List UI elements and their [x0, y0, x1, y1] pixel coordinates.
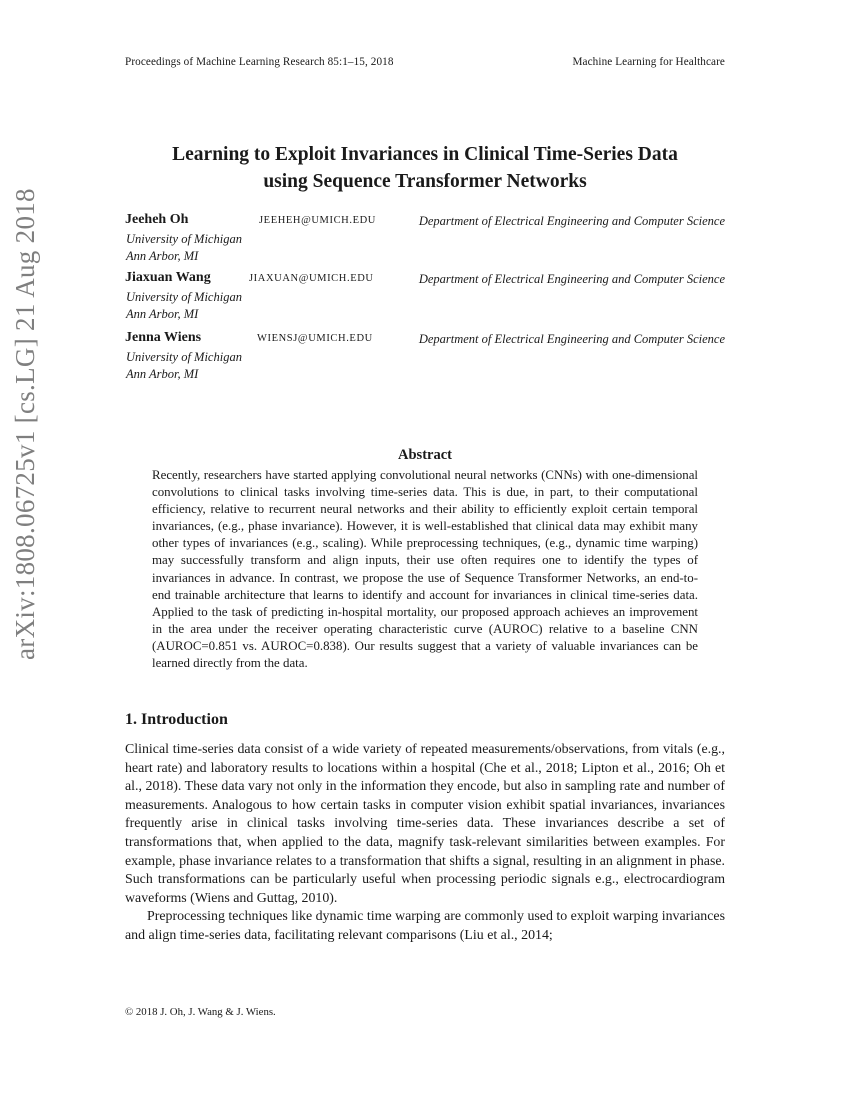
- intro-paragraph-1: Clinical time-series data consist of a wide variety of repeated measurements/observations, from vitals (e.g., heart rate) and laboratory results to locations within a hospital (Che et al., 2018; Lipton et al., 2016; Oh et al., 2018). These data vary not only in the information they encode, but also in sampling rate and number of measurements. Analogous to how certain tasks in computer vision exhibit spatial invariances, invariances frequently arise in clinical tasks involving time-series data. These invariances describe a set of transformations that, when applied to the data, magnify task-relevant similarities between examples. For example, phase invariance relates to a transformation that shifts a signal, resulting in an alignment in phase. Such transformations can be particularly useful when processing periodic signals e.g., electrocardiogram waveforms (Wiens and Guttag, 2010).: [125, 742, 725, 906]
- abstract-heading: Abstract: [398, 447, 452, 463]
- introduction-body: [125, 741, 725, 946]
- author-3-city: Ann Arbor, MI: [126, 367, 199, 381]
- author-2-email[interactable]: JIAXUAN@UMICH.EDU: [249, 273, 374, 284]
- copyright-footer: © 2018 J. Oh, J. Wang & J. Wiens.: [125, 1006, 276, 1018]
- author-1-dept: Department of Electrical Engineering and Computer Science: [418, 214, 725, 228]
- author-3-name: Jenna Wiens: [125, 330, 202, 345]
- author-1-email[interactable]: JEEHEH@UMICH.EDU: [259, 215, 376, 226]
- author-2-dept: Department of Electrical Engineering and Computer Science: [418, 272, 725, 286]
- author-3-email[interactable]: WIENSJ@UMICH.EDU: [257, 333, 373, 344]
- author-1-name: Jeeheh Oh: [125, 212, 189, 227]
- running-header-left: Proceedings of Machine Learning Research 85:1–15, 2018: [125, 56, 394, 68]
- author-2-name: Jiaxuan Wang: [125, 270, 211, 285]
- section-heading-introduction: 1. Introduction: [125, 711, 228, 728]
- title-line-2: using Sequence Transformer Networks: [263, 171, 587, 192]
- title-line-1: Learning to Exploit Invariances in Clinical Time-Series Data: [172, 144, 678, 165]
- author-3-dept: Department of Electrical Engineering and Computer Science: [418, 332, 725, 346]
- author-1-affiliation: University of Michigan: [126, 232, 242, 246]
- author-3-affiliation: University of Michigan: [126, 350, 242, 364]
- arxiv-stamp[interactable]: arXiv:1808.06725v1 [cs.LG] 21 Aug 2018: [10, 188, 40, 660]
- paper-title: [0, 141, 850, 195]
- author-1-city: Ann Arbor, MI: [126, 249, 199, 263]
- running-header-right: Machine Learning for Healthcare: [572, 56, 725, 68]
- author-2-affiliation: University of Michigan: [126, 290, 242, 304]
- author-2-city: Ann Arbor, MI: [126, 307, 199, 321]
- abstract-text: Recently, researchers have started applying convolutional neural networks (CNNs) with one-dimensional convolutions to clinical tasks involving time-series data. This is due, in part, to their computational efficiency, relative to recurrent neural networks and their ability to efficiently exploit certain temporal invariances, (e.g., phase invariance). However, it is well-established that clinical data may exhibit many other types of invariances (e.g., scaling). While preprocessing techniques, (e.g., dynamic time warping) may successfully transform and align inputs, their use often requires one to identify the types of invariances in advance. In contrast, we propose the use of Sequence Transformer Networks, an end-to-end trainable architecture that learns to identify and account for invariances in clinical time-series data. Applied to the task of predicting in-hospital mortality, our proposed approach achieves an improvement in the area under the receiver operating characteristic curve (AUROC) relative to a baseline CNN (AUROC=0.851 vs. AUROC=0.838). Our results suggest that a variety of valuable invariances can be learned directly from the data.: [152, 468, 698, 671]
- intro-paragraph-2: Preprocessing techniques like dynamic time warping are commonly used to exploit warping invariances and align time-series data, facilitating relevant comparisons (Liu et al., 2014;: [125, 909, 725, 943]
